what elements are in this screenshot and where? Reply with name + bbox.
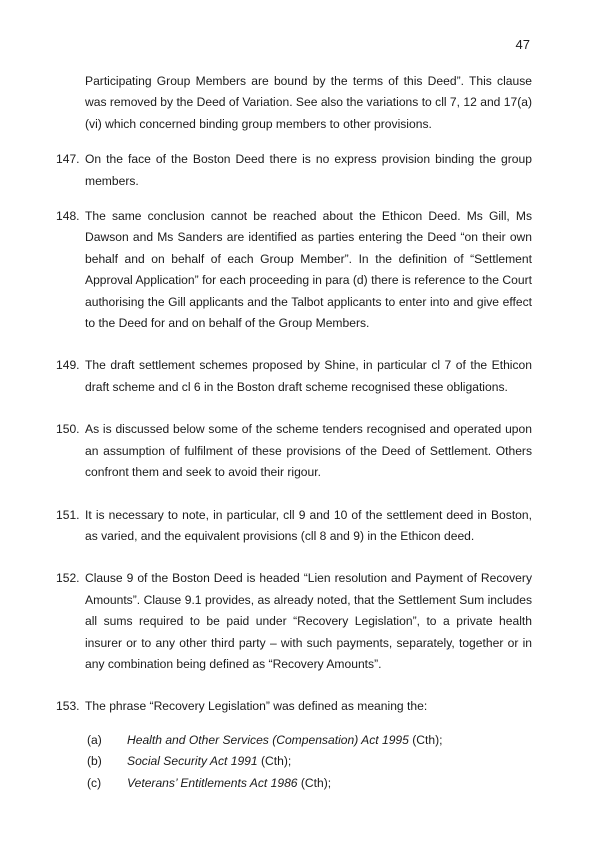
paragraph-text: On the face of the Boston Deed there is no express provision binding the group members. [85, 152, 532, 188]
act-title: Health and Other Services (Compensation) Act 1995 [127, 732, 409, 747]
paragraph-text: The phrase “Recovery Legislation” was defined as meaning the: [85, 699, 428, 714]
paragraph-number: 153. [56, 699, 80, 714]
paragraph-153 [56, 696, 532, 717]
list-item-label: (b) [87, 754, 102, 769]
paragraph-text: Participating Group Members are bound by the terms of this Deed”. This clause was removed by the Deed of Variation. See also the variations to cll 7, 12 and 17(a)(vi) which concerned binding group members to other provisions. [85, 74, 532, 131]
paragraph-number: 148. [56, 209, 80, 224]
paragraph-number: 147. [56, 152, 80, 167]
act-jurisdiction: (Cth); [257, 754, 292, 769]
act-title: Social Security Act 1991 [127, 754, 258, 769]
judgment-body [56, 71, 532, 794]
paragraph-number: 152. [56, 571, 80, 586]
act-jurisdiction: (Cth); [297, 775, 332, 790]
paragraph-text: It is necessary to note, in particular, cll 9 and 10 of the settlement deed in Boston, as varied, and the equivalent provisions (cll 8 and 9) in the Ethicon deed. [85, 507, 532, 543]
act-title: Veterans’ Entitlements Act 1986 [127, 775, 298, 790]
paragraph-text: The same conclusion cannot be reached about the Ethicon Deed. Ms Gill, Ms Dawson and Ms Sanders are identified as parties entering the Deed “on their own behalf and on behalf of each Group Member”. In the definition of “Settlement Approval Application” for each proceeding in para (d) there is reference to the Court authorising the Gill applicants and the Talbot applicants to enter into and give effect to the Deed for and on behalf of the Group Members. [85, 209, 532, 331]
paragraph-151 [56, 505, 532, 548]
list-item-label: (c) [87, 775, 102, 790]
paragraph-152 [56, 568, 532, 675]
paragraph-149 [56, 355, 532, 398]
act-jurisdiction: (Cth); [408, 732, 443, 747]
recovery-legislation-list [56, 730, 532, 794]
paragraph-text: The draft settlement schemes proposed by Shine, in particular cl 7 of the Ethicon draft scheme and cl 6 in the Boston draft scheme recognised these obligations. [85, 358, 532, 394]
paragraph-text: Clause 9 of the Boston Deed is headed “Lien resolution and Payment of Recovery Amounts”. Clause 9.1 provides, as already noted, that the Settlement Sum includes all sums required to be paid under “Recovery Legislation”, to a private health insurer or to any other third party – with such payments, separately, together or in any combination being defined as “Recovery Amounts”. [85, 571, 532, 671]
paragraph-number: 151. [56, 507, 80, 522]
list-item [85, 773, 532, 794]
continuation-paragraph [56, 71, 532, 135]
list-item [85, 751, 532, 772]
paragraph-150 [56, 419, 532, 483]
paragraph-number: 149. [56, 358, 80, 373]
page-number: 47 [515, 37, 530, 52]
paragraph-147 [56, 149, 532, 192]
list-item [85, 730, 532, 751]
paragraph-148 [56, 206, 532, 334]
list-item-label: (a) [87, 732, 102, 747]
paragraph-number: 150. [56, 422, 80, 437]
paragraph-text: As is discussed below some of the scheme tenders recognised and operated upon an assumption of fulfilment of these provisions of the Deed of Settlement. Others confront them and seek to avoid their rigour. [85, 422, 532, 480]
